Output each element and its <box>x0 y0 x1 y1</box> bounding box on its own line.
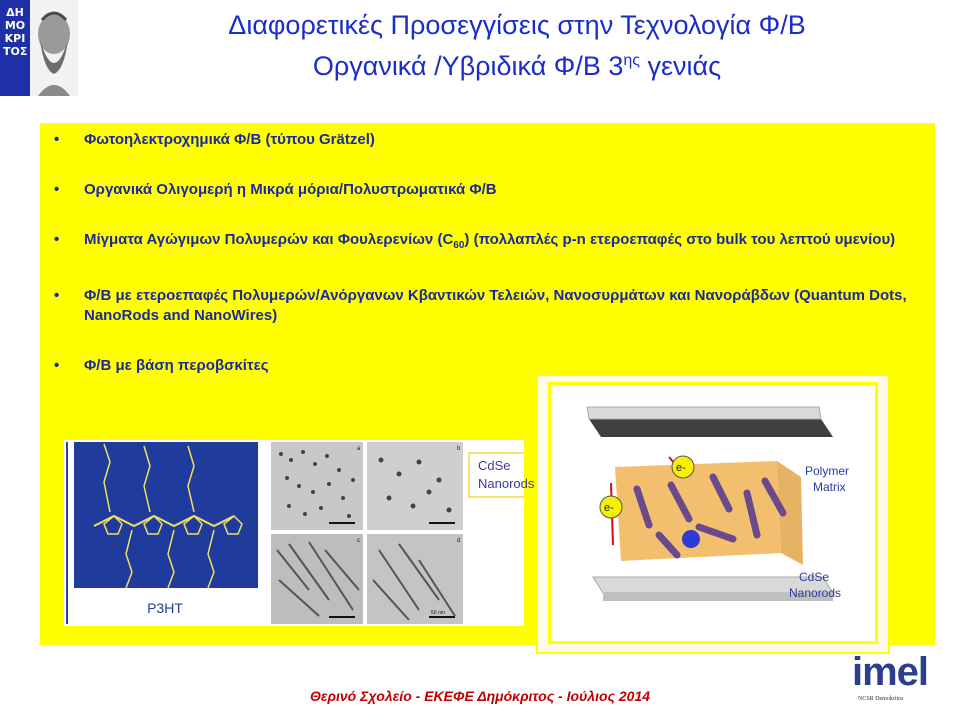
logo-letters-row: ΔΗ <box>6 6 24 19</box>
bullet-item <box>48 230 928 256</box>
bullet-dot-icon: • <box>54 287 60 304</box>
p3ht-structure <box>66 442 262 624</box>
bullet-text: Οργανικά Ολιγομερή η Μικρά μόρια/Πολυστρωματικά Φ/Β <box>84 181 497 198</box>
logo-letters <box>3 6 27 58</box>
imel-logo <box>852 648 948 708</box>
imel-logo-word: imel <box>852 650 929 694</box>
bullet-dot-icon: • <box>54 231 60 248</box>
bullet-text: Φ/Β με βάση περοβσκίτες <box>84 357 269 374</box>
electron-label: e- <box>676 462 686 474</box>
cdse-nanorods-diagram-label: Nanorods <box>789 586 842 600</box>
bullet-subscript: 60 <box>453 240 465 251</box>
p3ht-caption: P3HT <box>147 600 183 616</box>
tem-panel-label: a <box>357 446 361 452</box>
bullet-text: Φωτοηλεκτροχημικά Φ/Β (τύπου Grätzel) <box>84 131 375 148</box>
bullet-text-suffix: ) (πολλαπλές p-n ετεροεπαφές στο bulk του λεπτού υμενίου) <box>464 231 896 248</box>
slide-title <box>92 8 942 84</box>
logo-letters-row: ΜΟ <box>4 19 26 32</box>
polymer-matrix-label: Polymer <box>805 464 850 478</box>
title-superscript: ης <box>623 52 640 69</box>
tem-panel-label: d <box>457 538 461 544</box>
cdse-nanorods-label <box>468 452 535 498</box>
footer-text: Θερινό Σχολείο - ΕΚΕΦΕ Δημόκριτος - Ιούλιος 2014 <box>309 688 651 704</box>
bullet-item <box>48 180 928 200</box>
electron-label: e- <box>604 502 614 514</box>
figure-left-panel <box>64 440 535 626</box>
figure-right-panel <box>536 374 890 654</box>
title-line-2-suffix: γενιάς <box>639 51 722 81</box>
bullet-item <box>48 286 928 326</box>
logo-letters-row: ΤΟΣ <box>3 45 28 58</box>
tem-panel-label: c <box>357 538 360 544</box>
bullet-list <box>48 130 928 376</box>
title-line-1: Διαφορετικές Προσεγγίσεις στην Τεχνολογία Φ/Β <box>228 10 806 40</box>
logo-letters-row: ΚΡΙ <box>4 32 26 45</box>
tem-panel-label: b <box>457 446 461 452</box>
cdse-label-line-1: CdSe <box>478 458 511 473</box>
cdse-label-line-2: Nanorods <box>478 476 535 491</box>
title-line-2-prefix: Οργανικά /Υβριδικά Φ/Β 3 <box>312 51 624 81</box>
polythiophene-molecule-image <box>74 442 258 588</box>
title-line-2 <box>92 43 942 84</box>
hybrid-device-diagram <box>551 385 875 641</box>
bullet-dot-icon: • <box>54 131 60 148</box>
bullet-text-prefix: Μίγματα Αγώγιμων Πολυμερών και Φουλερενίων (C <box>84 231 454 248</box>
cdse-nanorods-diagram-label: CdSe <box>799 570 830 584</box>
bullet-item <box>48 130 928 150</box>
tem-micrographs-image <box>269 440 465 626</box>
hybrid-device-diagram-frame <box>548 382 878 644</box>
bullet-dot-icon: • <box>54 181 60 198</box>
bullet-item <box>48 356 928 376</box>
tem-scale-bar-label: 50 nm <box>431 610 445 616</box>
imel-logo-subtitle: NCSR Demokritos <box>858 696 904 702</box>
bullet-dot-icon: • <box>54 357 60 374</box>
bullet-text: Φ/Β με ετεροεπαφές Πολυμερών/Ανόργανων Κβαντικών Τελειών, Νανοσυρμάτων και Νανοράβδων (Quantum Dots, NanoRods and NanoWires) <box>84 287 907 324</box>
polymer-matrix-label: Matrix <box>813 480 846 494</box>
demokritos-logo <box>0 0 78 96</box>
philosopher-bust-image <box>30 0 78 96</box>
